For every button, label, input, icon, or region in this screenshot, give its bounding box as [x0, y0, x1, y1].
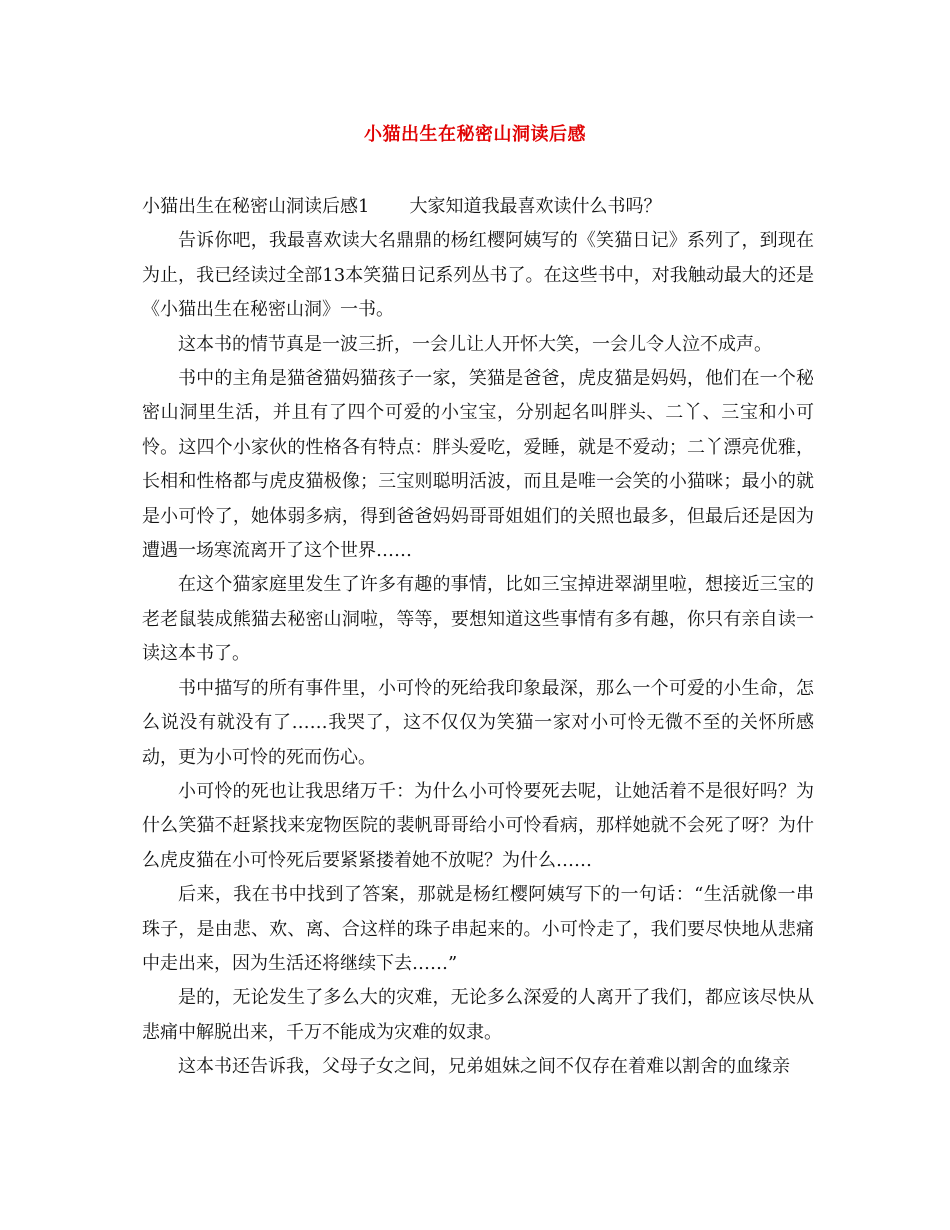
section-heading: 小猫出生在秘密山洞读后感1	[142, 196, 370, 217]
paragraph: 书中的主角是猫爸猫妈猫孩子一家，笑猫是爸爸，虎皮猫是妈妈，他们在一个秘密山洞里生活，并且有了四个可爱的小宝宝，分别起名叫胖头、二丫、三宝和小可怜。这四个小家伙的性格各有特点：胖头爱吃，爱睡，就是不爱动；二丫漂亮优雅，长相和性格都与虎皮猫极像；三宝则聪明活波，而且是唯一会笑的小猫咪；最小的就是小可怜了，她体弱多病，得到爸爸妈妈哥哥姐姐们的关照也最多，但最后还是因为遭遇一场寒流离开了这个世界……	[142, 368, 814, 562]
first-line	[142, 190, 814, 224]
document-body	[142, 190, 814, 1085]
paragraph: 这本书的情节真是一波三折，一会儿让人开怀大笑，一会儿令人泣不成声。	[178, 333, 772, 355]
paragraph: 这本书还告诉我，父母子女之间，兄弟姐妹之间不仅存在着难以割舍的血缘亲	[178, 1056, 790, 1078]
paragraph: 小可怜的死也让我思绪万千：为什么小可怜要死去呢，让她活着不是很好吗？为什么笑猫不赶紧找来宠物医院的裴帆哥哥给小可怜看病，那样她就不会死了呀？为什么虎皮猫在小可怜死后要紧紧搂着她不放呢？为什么……	[142, 780, 814, 871]
document-title: 小猫出生在秘密山洞读后感	[364, 124, 586, 145]
paragraph: 在这个猫家庭里发生了许多有趣的事情，比如三宝掉进翠湖里啦，想接近三宝的老老鼠装成熊猫去秘密山洞啦，等等，要想知道这些事情有多有趣，你只有亲自读一读这本书了。	[142, 574, 814, 665]
paragraph: 后来，我在书中找到了答案，那就是杨红樱阿姨写下的一句话：“生活就像一串珠子，是由悲、欢、离、合这样的珠子串起来的。小可怜走了，我们要尽快地从悲痛中走出来，因为生活还将继续下去……”	[142, 884, 814, 974]
paragraph: 是的，无论发生了多么大的灾难，无论多么深爱的人离开了我们，都应该尽快从悲痛中解脱出来，千万不能成为灾难的奴隶。	[142, 987, 814, 1043]
paragraph: 书中描写的所有事件里，小可怜的死给我印象最深，那么一个可爱的小生命，怎么说没有就没有了……我哭了，这不仅仅为笑猫一家对小可怜无微不至的关怀所感动，更为小可怜的死而伤心。	[142, 677, 814, 768]
opening-question: 大家知道我最喜欢读什么书吗？	[409, 196, 662, 217]
paragraph: 告诉你吧，我最喜欢读大名鼎鼎的杨红樱阿姨写的《笑猫日记》系列了，到现在为止，我已经读过全部13本笑猫日记系列丛书了。在这些书中，对我触动最大的还是《小猫出生在秘密山洞》一书。	[142, 230, 814, 321]
